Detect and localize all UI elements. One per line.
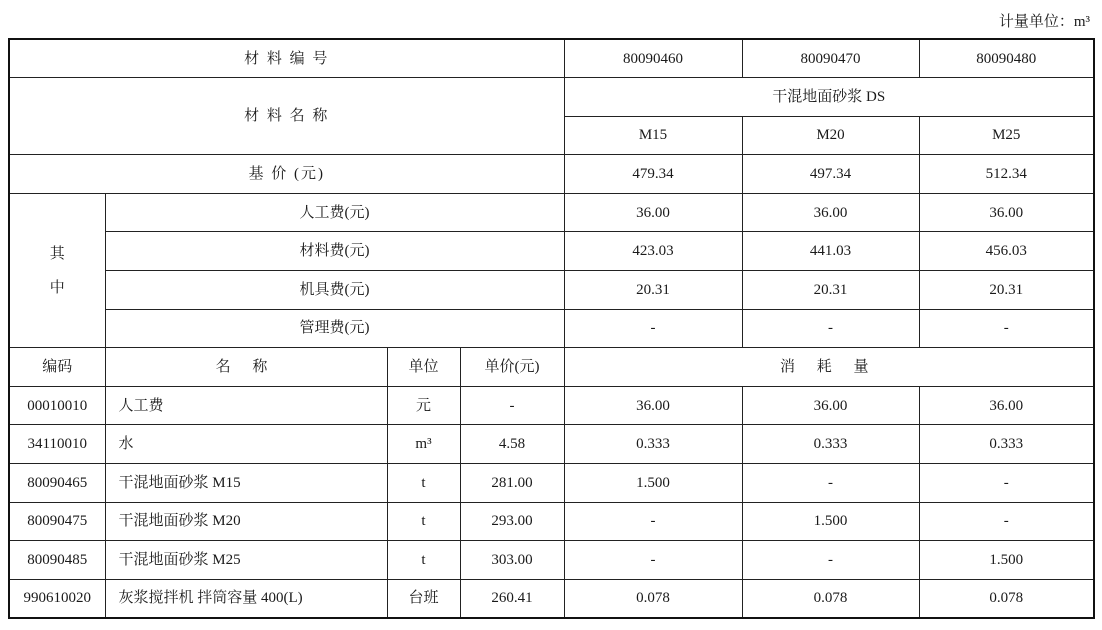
- row-name: 水: [105, 425, 387, 464]
- row-code: 80090465: [9, 464, 105, 503]
- breakdown-value: 36.00: [919, 193, 1094, 232]
- grade: M15: [564, 116, 742, 155]
- base-price: 497.34: [742, 155, 919, 194]
- row-value: -: [919, 464, 1094, 503]
- row-code: 80090475: [9, 502, 105, 541]
- breakdown-value: 441.03: [742, 232, 919, 271]
- row-value: -: [564, 502, 742, 541]
- row-value: 0.333: [742, 425, 919, 464]
- column-header-row: [9, 348, 1094, 387]
- row-value: -: [742, 464, 919, 503]
- breakdown-value: 20.31: [742, 271, 919, 310]
- breakdown-row: [9, 193, 1094, 232]
- breakdown-label: [9, 193, 105, 347]
- column-header-code: 编码: [9, 348, 105, 387]
- row-value: 1.500: [919, 541, 1094, 580]
- row-name: 灰浆搅拌机 拌筒容量 400(L): [105, 579, 387, 618]
- table-row: [9, 579, 1094, 618]
- breakdown-value: 423.03: [564, 232, 742, 271]
- row-code: 990610020: [9, 579, 105, 618]
- table-row: [9, 541, 1094, 580]
- base-price: 479.34: [564, 155, 742, 194]
- material-code: 80090460: [564, 39, 742, 78]
- row-value: 0.333: [919, 425, 1094, 464]
- row-value: 1.500: [564, 464, 742, 503]
- breakdown-value: -: [564, 309, 742, 348]
- row-value: 36.00: [919, 386, 1094, 425]
- column-header-name: 名 称: [105, 348, 387, 387]
- breakdown-row: [9, 309, 1094, 348]
- breakdown-row: [9, 232, 1094, 271]
- row-price: 303.00: [460, 541, 564, 580]
- breakdown-row: [9, 271, 1094, 310]
- measurement-unit: 计量单位：m³: [998, 14, 1090, 30]
- breakdown-value: -: [919, 309, 1094, 348]
- row-code: 00010010: [9, 386, 105, 425]
- row-value: 0.078: [919, 579, 1094, 618]
- row-unit: t: [387, 541, 460, 580]
- row-code: 34110010: [9, 425, 105, 464]
- row-unit: 元: [387, 386, 460, 425]
- row-price: 293.00: [460, 502, 564, 541]
- material-name: 干混地面砂浆 DS: [564, 78, 1094, 117]
- base-price: 512.34: [919, 155, 1094, 194]
- breakdown-item-label: 材料费(元): [105, 232, 564, 271]
- row-value: 36.00: [742, 386, 919, 425]
- base-price-row: [9, 155, 1094, 194]
- row-value: -: [564, 541, 742, 580]
- grade: M20: [742, 116, 919, 155]
- row-price: 4.58: [460, 425, 564, 464]
- row-name: 人工费: [105, 386, 387, 425]
- material-code: 80090470: [742, 39, 919, 78]
- row-price: 281.00: [460, 464, 564, 503]
- breakdown-item-label: 机具费(元): [105, 271, 564, 310]
- row-unit: 台班: [387, 579, 460, 618]
- grade: M25: [919, 116, 1094, 155]
- breakdown-label-char: 其: [49, 245, 65, 262]
- breakdown-value: 36.00: [742, 193, 919, 232]
- column-header-price: 单价(元): [460, 348, 564, 387]
- table-row: [9, 386, 1094, 425]
- breakdown-value: -: [742, 309, 919, 348]
- row-value: 0.078: [742, 579, 919, 618]
- row-value: 36.00: [564, 386, 742, 425]
- breakdown-value: 20.31: [564, 271, 742, 310]
- row-name: 干混地面砂浆 M15: [105, 464, 387, 503]
- breakdown-item-label: 管理费(元): [105, 309, 564, 348]
- row-value: -: [742, 541, 919, 580]
- row-price: -: [460, 386, 564, 425]
- row-unit: m³: [387, 425, 460, 464]
- breakdown-value: 20.31: [919, 271, 1094, 310]
- row-unit: t: [387, 502, 460, 541]
- breakdown-label-char: 中: [49, 279, 65, 296]
- material-code-label: 材 料 编 号: [9, 39, 564, 78]
- quota-table: [8, 38, 1095, 619]
- row-value: 0.078: [564, 579, 742, 618]
- table-row: [9, 502, 1094, 541]
- row-price: 260.41: [460, 579, 564, 618]
- row-unit: t: [387, 464, 460, 503]
- breakdown-item-label: 人工费(元): [105, 193, 564, 232]
- breakdown-value: 456.03: [919, 232, 1094, 271]
- base-price-label: 基 价 (元): [9, 155, 564, 194]
- row-value: -: [919, 502, 1094, 541]
- row-code: 80090485: [9, 541, 105, 580]
- material-code-row: [9, 39, 1094, 78]
- material-name-row: [9, 78, 1094, 117]
- row-name: 干混地面砂浆 M20: [105, 502, 387, 541]
- table-row: [9, 464, 1094, 503]
- breakdown-value: 36.00: [564, 193, 742, 232]
- row-name: 干混地面砂浆 M25: [105, 541, 387, 580]
- row-value: 0.333: [564, 425, 742, 464]
- column-header-consumption: 消 耗 量: [564, 348, 1094, 387]
- row-value: 1.500: [742, 502, 919, 541]
- table-row: [9, 425, 1094, 464]
- material-code: 80090480: [919, 39, 1094, 78]
- material-name-label: 材 料 名 称: [9, 78, 564, 155]
- column-header-unit: 单位: [387, 348, 460, 387]
